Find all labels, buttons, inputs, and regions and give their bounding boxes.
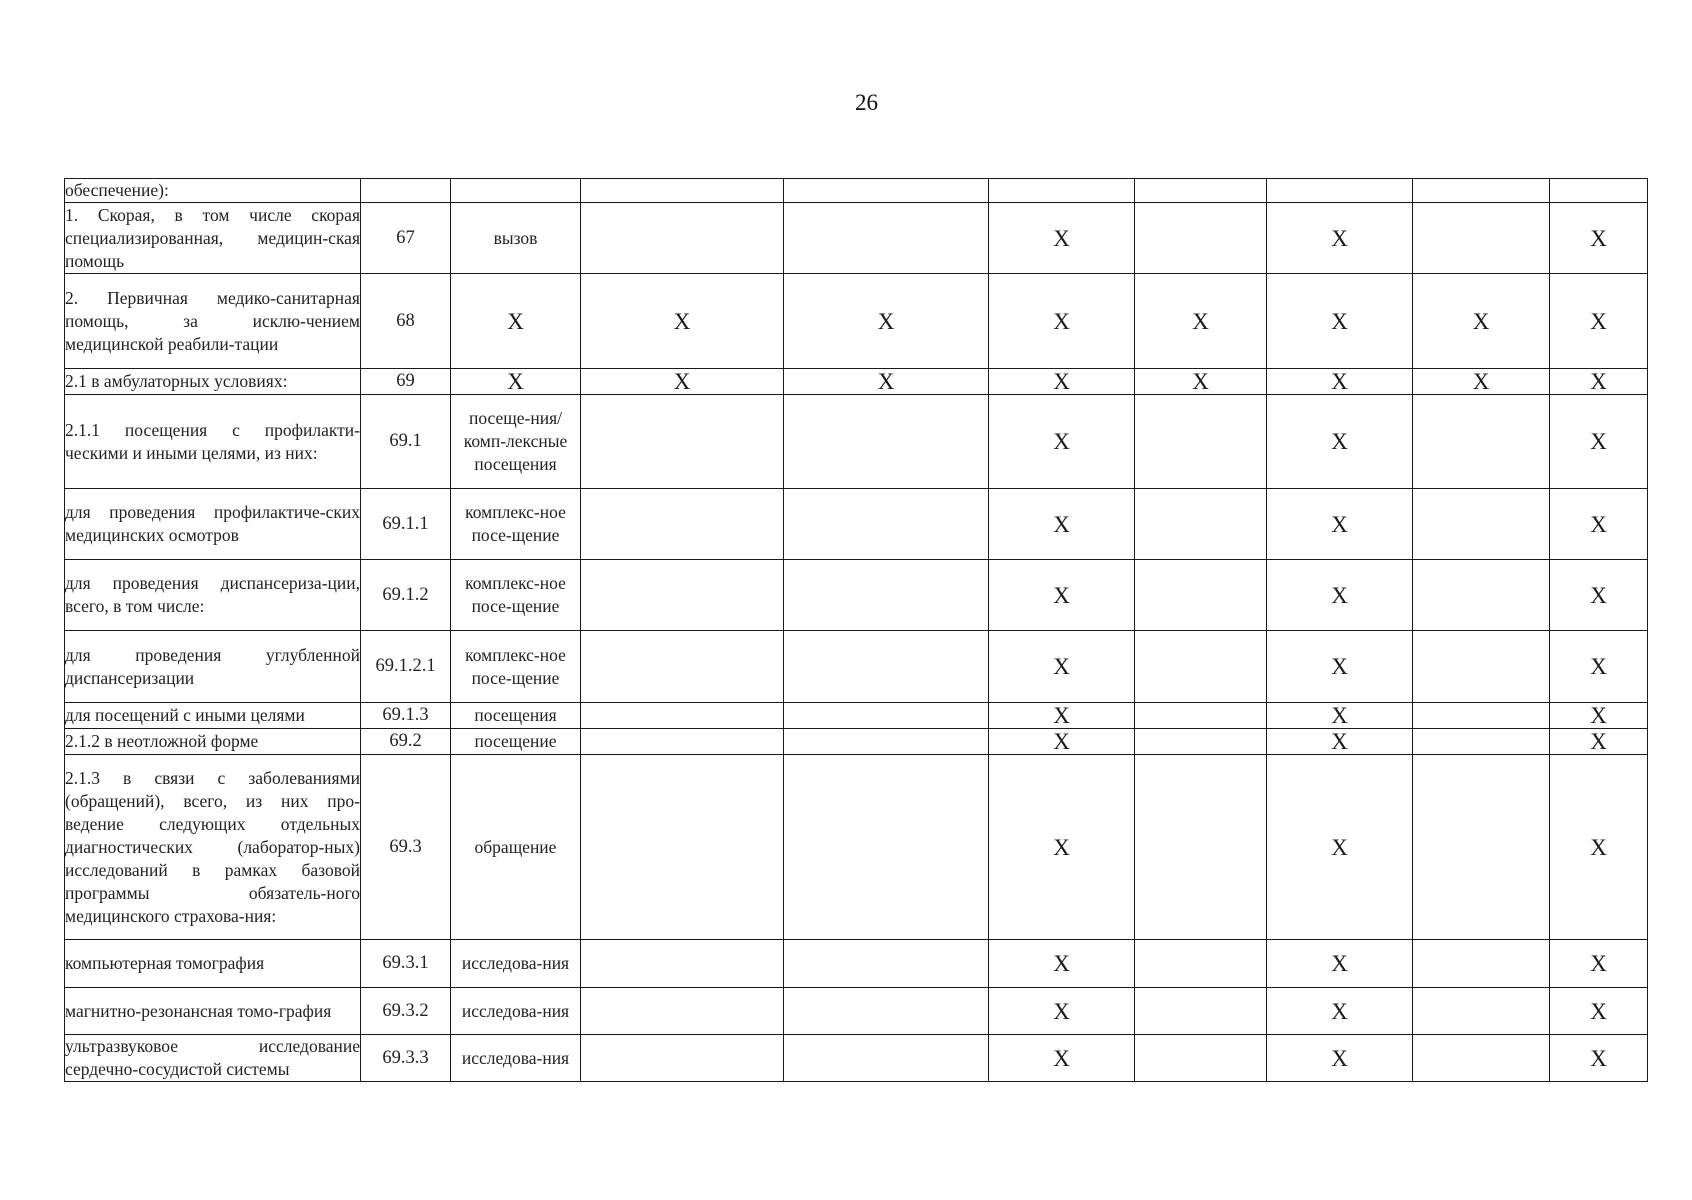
- row-code: 69.3.2: [361, 988, 451, 1035]
- row-code: 69.1.2: [361, 560, 451, 631]
- cell-col-4: [1135, 179, 1267, 203]
- cell-col-6: [1413, 560, 1550, 631]
- cell-col-7: [1550, 179, 1648, 203]
- cell-col-2: [784, 940, 989, 988]
- cell-col-1: [581, 395, 784, 489]
- cell-col-3: X: [989, 1035, 1135, 1082]
- row-code: 69.1.2.1: [361, 631, 451, 703]
- unit-of-measure: посещение: [451, 729, 581, 755]
- cell-col-2: [784, 560, 989, 631]
- cell-col-1: X: [581, 369, 784, 395]
- cell-col-3: X: [989, 631, 1135, 703]
- table-row: [65, 988, 1648, 1035]
- cell-col-4: [1135, 395, 1267, 489]
- cell-col-5: X: [1267, 703, 1413, 729]
- cell-col-2: [784, 489, 989, 560]
- service-name: для проведения профилактиче-ских медицинских осмотров: [65, 489, 361, 560]
- cell-col-5: [1267, 179, 1413, 203]
- cell-col-5: X: [1267, 489, 1413, 560]
- cell-col-3: X: [989, 274, 1135, 369]
- table-body: [65, 179, 1648, 1082]
- table-row: [65, 631, 1648, 703]
- table-row: [65, 729, 1648, 755]
- cell-col-2: [784, 1035, 989, 1082]
- cell-col-2: X: [784, 369, 989, 395]
- cell-col-3: X: [989, 395, 1135, 489]
- cell-col-4: X: [1135, 369, 1267, 395]
- unit-of-measure: обращение: [451, 755, 581, 940]
- cell-col-1: [581, 203, 784, 274]
- service-name: для проведения диспансериза-ции, всего, в том числе:: [65, 560, 361, 631]
- cell-col-3: [989, 179, 1135, 203]
- cell-col-2: [784, 729, 989, 755]
- service-name: 1. Скорая, в том числе скорая специализированная, медицин-ская помощь: [65, 203, 361, 274]
- cell-col-2: [784, 395, 989, 489]
- cell-col-2: [784, 988, 989, 1035]
- unit-of-measure: комплекс-ное посе-щение: [451, 489, 581, 560]
- cell-col-3: X: [989, 988, 1135, 1035]
- cell-col-5: X: [1267, 988, 1413, 1035]
- cell-col-1: [581, 755, 784, 940]
- services-table: [64, 178, 1648, 1082]
- row-code: 69: [361, 369, 451, 395]
- service-name: 2. Первичная медико-санитарная помощь, за исклю-чением медицинской реабили-тации: [65, 274, 361, 369]
- cell-col-2: [784, 755, 989, 940]
- cell-col-1: [581, 631, 784, 703]
- cell-col-6: [1413, 203, 1550, 274]
- service-name: для посещений с иными целями: [65, 703, 361, 729]
- cell-col-7: X: [1550, 703, 1648, 729]
- cell-col-1: X: [581, 274, 784, 369]
- unit-of-measure: X: [451, 369, 581, 395]
- cell-col-7: X: [1550, 369, 1648, 395]
- row-code: 67: [361, 203, 451, 274]
- cell-col-6: [1413, 755, 1550, 940]
- cell-col-3: X: [989, 560, 1135, 631]
- cell-col-2: [784, 179, 989, 203]
- cell-col-6: [1413, 988, 1550, 1035]
- service-name: магнитно-резонансная томо-графия: [65, 988, 361, 1035]
- service-name: для проведения углубленной диспансеризации: [65, 631, 361, 703]
- cell-col-5: X: [1267, 203, 1413, 274]
- cell-col-7: X: [1550, 560, 1648, 631]
- table-row: [65, 179, 1648, 203]
- cell-col-5: X: [1267, 940, 1413, 988]
- row-code: 69.1: [361, 395, 451, 489]
- cell-col-6: [1413, 729, 1550, 755]
- cell-col-2: [784, 631, 989, 703]
- row-code: 69.2: [361, 729, 451, 755]
- row-code: 69.1.3: [361, 703, 451, 729]
- cell-col-6: [1413, 1035, 1550, 1082]
- table-row: [65, 940, 1648, 988]
- cell-col-6: [1413, 703, 1550, 729]
- cell-col-1: [581, 988, 784, 1035]
- unit-of-measure: исследова-ния: [451, 1035, 581, 1082]
- cell-col-4: [1135, 988, 1267, 1035]
- cell-col-4: [1135, 755, 1267, 940]
- table-row: [65, 369, 1648, 395]
- cell-col-7: X: [1550, 274, 1648, 369]
- cell-col-7: X: [1550, 1035, 1648, 1082]
- table-row: [65, 755, 1648, 940]
- service-name: 2.1.1 посещения с профилакти-ческими и иными целями, из них:: [65, 395, 361, 489]
- cell-col-1: [581, 729, 784, 755]
- row-code: [361, 179, 451, 203]
- cell-col-7: X: [1550, 631, 1648, 703]
- cell-col-4: [1135, 489, 1267, 560]
- cell-col-7: X: [1550, 489, 1648, 560]
- cell-col-2: [784, 203, 989, 274]
- cell-col-5: X: [1267, 369, 1413, 395]
- cell-col-7: X: [1550, 988, 1648, 1035]
- cell-col-2: X: [784, 274, 989, 369]
- service-name: ультразвуковое исследование сердечно-сосудистой системы: [65, 1035, 361, 1082]
- cell-col-4: X: [1135, 274, 1267, 369]
- service-name: обеспечение):: [65, 179, 361, 203]
- cell-col-6: [1413, 395, 1550, 489]
- unit-of-measure: исследова-ния: [451, 988, 581, 1035]
- table-row: [65, 203, 1648, 274]
- cell-col-5: X: [1267, 729, 1413, 755]
- cell-col-1: [581, 940, 784, 988]
- cell-col-1: [581, 1035, 784, 1082]
- cell-col-5: X: [1267, 395, 1413, 489]
- row-code: 69.1.1: [361, 489, 451, 560]
- cell-col-4: [1135, 703, 1267, 729]
- cell-col-5: X: [1267, 1035, 1413, 1082]
- cell-col-6: [1413, 489, 1550, 560]
- cell-col-4: [1135, 940, 1267, 988]
- table-row: [65, 1035, 1648, 1082]
- cell-col-7: X: [1550, 729, 1648, 755]
- cell-col-1: [581, 560, 784, 631]
- unit-of-measure: комплекс-ное посе-щение: [451, 560, 581, 631]
- unit-of-measure: X: [451, 274, 581, 369]
- cell-col-3: X: [989, 940, 1135, 988]
- cell-col-6: [1413, 631, 1550, 703]
- cell-col-3: X: [989, 755, 1135, 940]
- cell-col-1: [581, 703, 784, 729]
- cell-col-5: X: [1267, 560, 1413, 631]
- cell-col-1: [581, 179, 784, 203]
- cell-col-2: [784, 703, 989, 729]
- cell-col-3: X: [989, 729, 1135, 755]
- page-number: 26: [855, 90, 878, 115]
- cell-col-6: [1413, 179, 1550, 203]
- unit-of-measure: вызов: [451, 203, 581, 274]
- row-code: 69.3.3: [361, 1035, 451, 1082]
- cell-col-7: X: [1550, 940, 1648, 988]
- service-name: 2.1.3 в связи с заболеваниями (обращений), всего, из них про-ведение следующих отдельных диагностических (лаборатор-ных) исследований в рамках базовой программы обязатель-ного медицинского страхова-ния:: [65, 755, 361, 940]
- cell-col-7: X: [1550, 395, 1648, 489]
- cell-col-4: [1135, 1035, 1267, 1082]
- cell-col-5: X: [1267, 755, 1413, 940]
- cell-col-6: X: [1413, 369, 1550, 395]
- cell-col-3: X: [989, 703, 1135, 729]
- cell-col-5: X: [1267, 631, 1413, 703]
- cell-col-3: X: [989, 489, 1135, 560]
- cell-col-6: X: [1413, 274, 1550, 369]
- table-row: [65, 395, 1648, 489]
- unit-of-measure: исследова-ния: [451, 940, 581, 988]
- cell-col-3: X: [989, 369, 1135, 395]
- service-name: 2.1 в амбулаторных условиях:: [65, 369, 361, 395]
- table-row: [65, 703, 1648, 729]
- row-code: 68: [361, 274, 451, 369]
- cell-col-3: X: [989, 203, 1135, 274]
- row-code: 69.3.1: [361, 940, 451, 988]
- cell-col-7: X: [1550, 203, 1648, 274]
- cell-col-7: X: [1550, 755, 1648, 940]
- cell-col-1: [581, 489, 784, 560]
- table-row: [65, 489, 1648, 560]
- unit-of-measure: комплекс-ное посе-щение: [451, 631, 581, 703]
- cell-col-6: [1413, 940, 1550, 988]
- cell-col-5: X: [1267, 274, 1413, 369]
- unit-of-measure: посеще-ния/комп-лексные посещения: [451, 395, 581, 489]
- table-row: [65, 274, 1648, 369]
- unit-of-measure: [451, 179, 581, 203]
- table-row: [65, 560, 1648, 631]
- cell-col-4: [1135, 729, 1267, 755]
- unit-of-measure: посещения: [451, 703, 581, 729]
- service-name: компьютерная томография: [65, 940, 361, 988]
- cell-col-4: [1135, 203, 1267, 274]
- cell-col-4: [1135, 631, 1267, 703]
- row-code: 69.3: [361, 755, 451, 940]
- cell-col-4: [1135, 560, 1267, 631]
- service-name: 2.1.2 в неотложной форме: [65, 729, 361, 755]
